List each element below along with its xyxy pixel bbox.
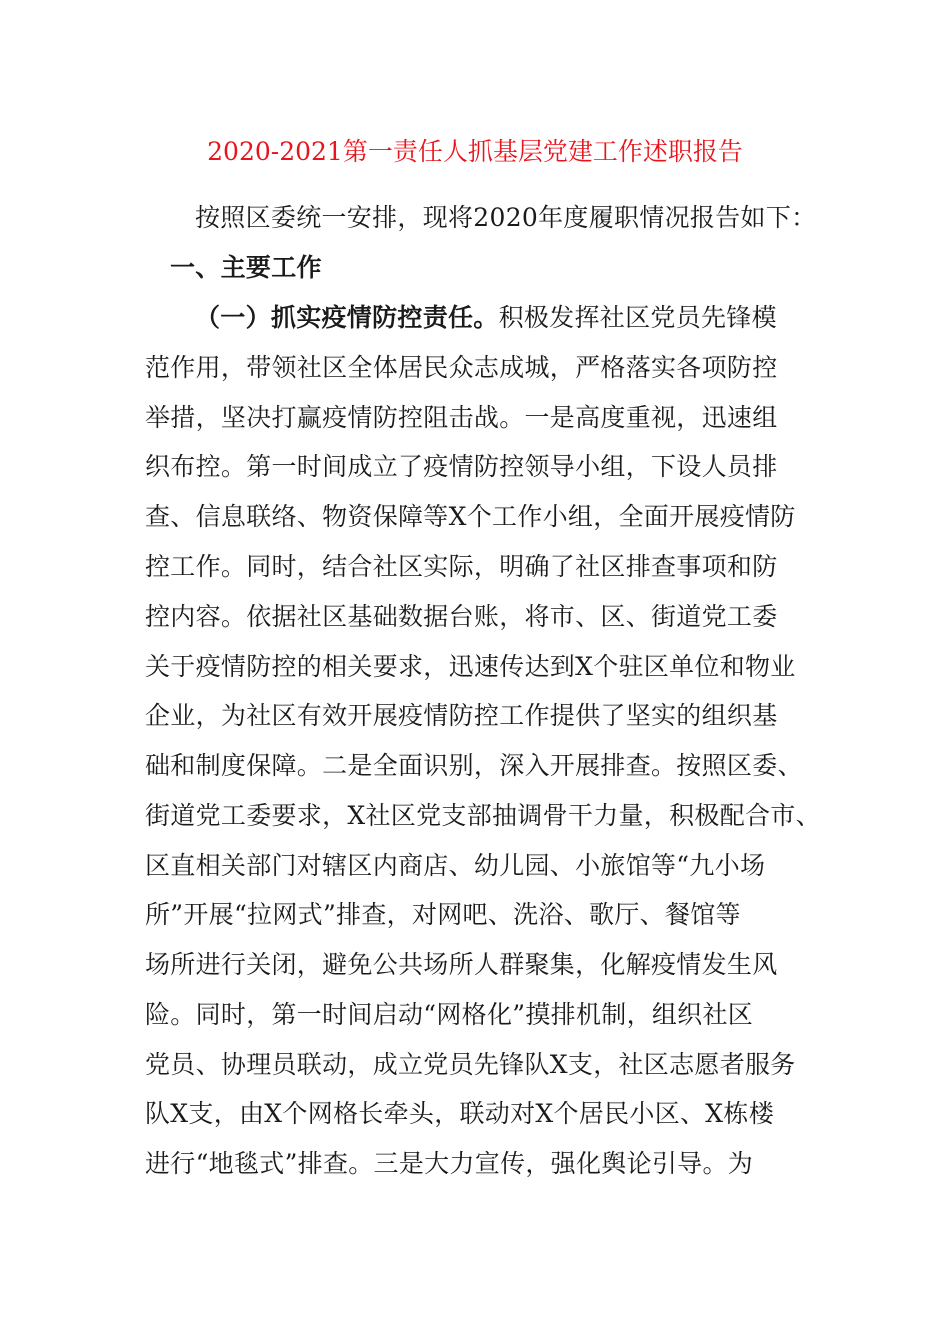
- body-line: 企业，为社区有效开展疫情防控工作提供了坚实的组织基: [145, 701, 778, 730]
- body-line: 控工作。同时，结合社区实际，明确了社区排查事项和防: [145, 552, 778, 581]
- body-line: 区直相关部门对辖区内商店、幼儿园、小旅馆等“九小场: [145, 851, 766, 880]
- body-line: 举措，坚决打赢疫情防控阻击战。一是高度重视，迅速组: [145, 403, 778, 432]
- section-heading: 一、主要工作: [170, 253, 322, 282]
- body-line: 党员、协理员联动，成立党员先锋队X支，社区志愿者服务: [145, 1050, 796, 1079]
- body-line: 查、信息联络、物资保障等X个工作小组，全面开展疫情防: [145, 502, 796, 531]
- body-line: 础和制度保障。二是全面识别，深入开展排查。按照区委、: [145, 751, 803, 780]
- body-line: 所”开展“拉网式”排查，对网吧、洗浴、歌厅、餐馆等: [145, 900, 741, 929]
- paragraph-first-line: [195, 300, 777, 336]
- body-line: 街道党工委要求，X社区党支部抽调骨干力量，积极配合市、: [145, 801, 821, 830]
- body-line: 控内容。依据社区基础数据台账，将市、区、街道党工委: [145, 602, 778, 631]
- body-line: 进行“地毯式”排查。三是大力宣传，强化舆论引导。为: [145, 1149, 754, 1178]
- body-line: 险。同时，第一时间启动“网格化”摸排机制，组织社区: [145, 1000, 754, 1029]
- subsection-heading: （一）抓实疫情防控责任。: [195, 303, 499, 332]
- document-title: 2020-2021第一责任人抓基层党建工作述职报告: [207, 137, 743, 166]
- first-line-text: 积极发挥社区党员先锋模: [498, 303, 777, 332]
- intro-paragraph: 按照区委统一安排，现将2020年度履职情况报告如下：: [195, 203, 817, 232]
- body-line: 织布控。第一时间成立了疫情防控领导小组，下设人员排: [145, 452, 778, 481]
- body-line: 场所进行关闭，避免公共场所人群聚集，化解疫情发生风: [145, 950, 778, 979]
- body-line: 队X支，由X个网格长牵头，联动对X个居民小区、X栋楼: [145, 1099, 774, 1128]
- body-line: 关于疫情防控的相关要求，迅速传达到X个驻区单位和物业: [145, 652, 796, 681]
- body-line: 范作用，带领社区全体居民众志成城，严格落实各项防控: [145, 353, 778, 382]
